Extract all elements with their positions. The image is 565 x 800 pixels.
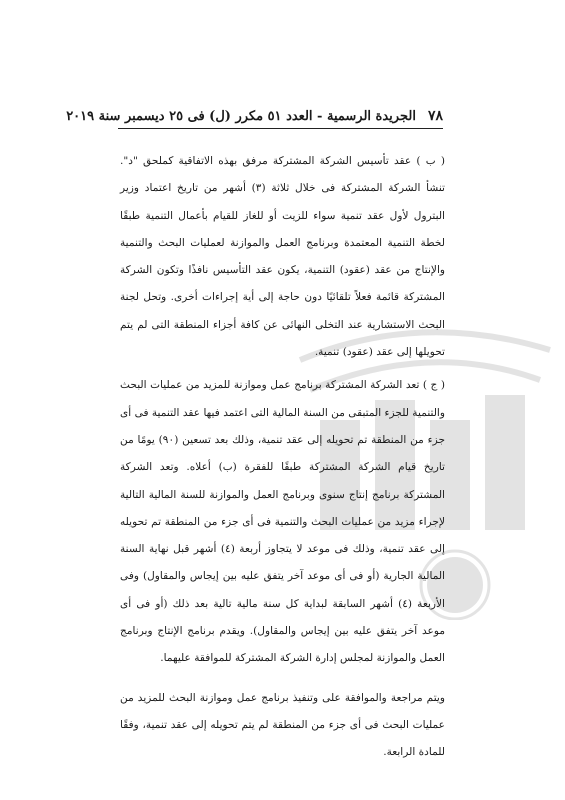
document-body (120, 148, 445, 773)
paragraph-b: ( ب ) عقد تأسيس الشركة المشتركة مرفق بهذه الاتفاقية كملحق "د". تنشأ الشركة المشتركة فى خلال ثلاثة (٣) أشهر من تاريخ اعتماد وزير البترول لأول عقد تنمية سواء للزيت أو للغاز للقيام بأعمال التنمية طبقًا لخطة التنمية المعتمدة وبرنامج العمل والموازنة لعمليات البحث والتنمية والإنتاج من عقد (عقود) التنمية، يكون عقد التأسيس نافذًا وتكون الشركة المشتركة قائمة فعلاً تلقائيًا دون حاجة إلى أية إجراءات أخرى. وتحل لجنة البحث الاستشارية عند التخلى النهائى عن كافة أجزاء المنطقة التى لم يتم تحويلها إلى عقد (عقود) تنمية. (120, 155, 445, 359)
paragraph-review: ويتم مراجعة والموافقة على وتنفيذ برنامج عمل وموازنة البحث للمزيد من عمليات البحث فى أى جزء من المنطقة لم يتم تحويله إلى عقد تنمية، وفقًا للمادة الرابعة. (120, 691, 445, 759)
paragraph-c: ( ج ) تعد الشركة المشتركة برنامج عمل وموازنة للمزيد من عمليات البحث والتنمية للجزء المتبقى من السنة المالية التى اعتمد فيها عقد التنمية فى أى جزء من المنطقة تم تحويله إلى عقد تنمية، وذلك بعد تسعين (٩٠) يومًا من تاريخ قيام الشركة المشتركة طبقًا للفقرة (ب) أعلاه. وتعد الشركة المشتركة برنامج إنتاج سنوى وبرنامج العمل والموازنة للسنة المالية التالية لإجراء مزيد من عمليات البحث والتنمية فى أى جزء من المنطقة تم تحويله إلى عقد تنمية، وذلك فى موعد لا يتجاوز أربعة (٤) أشهر قبل نهاية السنة المالية الجارية (أو فى أى موعد آخر يتفق عليه بين إيجاس والمقاول) وفى الأربعة (٤) أشهر السابقة لبداية كل سنة مالية تالية بعد ذلك (أو فى أى موعد آخر يتفق عليه بين إيجاس والمقاول). ويقدم برنامج الإنتاج وبرنامج العمل والموازنة لمجلس إدارة الشركة المشتركة للموافقة عليهما. (120, 379, 445, 665)
gazette-header-title: الجريدة الرسمية - العدد ٥١ مكرر (ل) فى ٢٥ ديسمبر سنة ٢٠١٩ (66, 109, 416, 124)
page-number: ٧٨ (427, 108, 443, 124)
page-header (66, 108, 443, 129)
